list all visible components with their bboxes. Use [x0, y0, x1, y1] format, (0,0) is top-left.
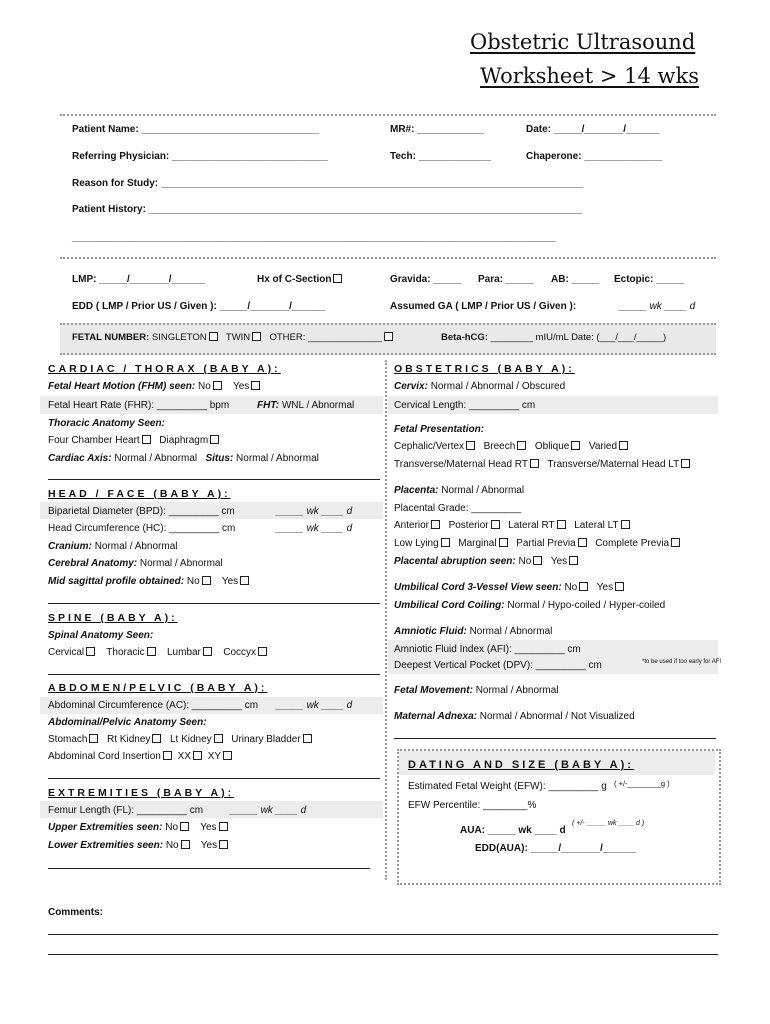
upper-yes-checkbox[interactable]	[219, 822, 228, 831]
upper-no-checkbox[interactable]	[180, 822, 189, 831]
cephalic-checkbox[interactable]	[466, 441, 475, 450]
fht-options[interactable]: WNL / Abnormal	[281, 400, 355, 411]
lateral-rt-checkbox[interactable]	[557, 520, 566, 529]
head-heading: HEAD / FACE (BABY A):	[48, 488, 231, 500]
movement-row	[394, 685, 559, 696]
lower-label: Lower Extremities seen:	[48, 840, 164, 851]
situs-label: Situs:	[205, 453, 234, 464]
rt-kidney-label: Rt Kidney	[107, 734, 151, 745]
thoracic-label: Thoracic Anatomy Seen:	[48, 418, 165, 429]
edd-field[interactable]: EDD ( LMP / Prior US / Given ): _____/_______/______	[72, 301, 326, 312]
four-chamber-checkbox[interactable]	[142, 435, 151, 444]
gravida-field[interactable]: Gravida: _____	[390, 274, 462, 285]
cord-vessel-row	[394, 582, 627, 593]
chaperone-field[interactable]: Chaperone: ______________	[526, 151, 663, 162]
transverse-rt-label: Transverse/Maternal Head RT	[394, 459, 528, 470]
fl-field[interactable]: Femur Length (FL): _________ cm	[48, 805, 204, 816]
axis-label: Cardiac Axis:	[48, 453, 112, 464]
aua-range-field[interactable]: ( +/- _____ wk ____ d )	[572, 820, 645, 827]
title-line1: Obstetric Ultrasound	[470, 30, 696, 54]
twin-checkbox[interactable]	[252, 332, 261, 341]
cervix-options[interactable]: Normal / Abnormal / Obscured	[430, 381, 566, 392]
lateral-lt-checkbox[interactable]	[621, 520, 630, 529]
comments-line-2[interactable]	[48, 954, 718, 955]
efw-field[interactable]: Estimated Fetal Weight (EFW): _________ g	[408, 781, 607, 792]
dvp-field[interactable]: Deepest Vertical Pocket (DPV): _________ cm	[394, 660, 602, 671]
hx-csection-label: Hx of C-Section	[257, 274, 332, 285]
abruption-label: Placental abruption seen:	[394, 556, 516, 567]
cord-vessel-yes-checkbox[interactable]	[615, 582, 624, 591]
lt-kidney-label: Lt Kidney	[169, 734, 212, 745]
thoracic-checkbox[interactable]	[147, 647, 156, 656]
low-lying-checkbox[interactable]	[441, 538, 450, 547]
hc-wk-field[interactable]: _____ wk ____ d	[276, 523, 353, 534]
history-line2[interactable]: _______________________________________________________________________________________	[72, 232, 556, 243]
ac-wk-field[interactable]: _____ wk ____ d	[276, 700, 353, 711]
fhm-no-checkbox[interactable]	[213, 381, 222, 390]
bpd-wk-field[interactable]: _____ wk ____ d	[276, 506, 353, 517]
placental-grade-field[interactable]: Placental Grade: _________	[394, 503, 522, 514]
other-field[interactable]: OTHER: ______________	[269, 332, 382, 343]
cerebral-options[interactable]: Normal / Abnormal	[139, 558, 223, 569]
lumbar-checkbox[interactable]	[203, 647, 212, 656]
midsagittal-yes: Yes	[221, 576, 239, 587]
anterior-checkbox[interactable]	[431, 520, 440, 529]
midsagittal-label: Mid sagittal profile obtained:	[48, 576, 185, 587]
ab-field[interactable]: AB: _____	[551, 274, 600, 285]
cord-coiling-row	[394, 600, 665, 611]
cerebral-label: Cerebral Anatomy:	[48, 558, 138, 569]
adnexa-options[interactable]: Normal / Abnormal / Not Visualized	[479, 711, 635, 722]
patient-name-field[interactable]: Patient Name: ________________________________	[72, 124, 320, 135]
axis-row	[48, 453, 319, 464]
presentation-row1	[394, 441, 631, 452]
presentation-label: Fetal Presentation:	[394, 424, 485, 435]
thoracic-row	[48, 435, 222, 446]
partial-previa-checkbox[interactable]	[578, 538, 587, 547]
midsagittal-row	[48, 576, 252, 587]
para-field[interactable]: Para: _____	[478, 274, 534, 285]
comments-label: Comments:	[48, 907, 104, 918]
reason-field[interactable]: Reason for Study: ____________________________________________________________________________	[72, 178, 584, 189]
cephalic-label: Cephalic/Vertex	[394, 441, 465, 452]
ac-field[interactable]: Abdominal Circumference (AC): _________ cm	[48, 700, 259, 711]
placenta-options[interactable]: Normal / Abnormal	[441, 485, 525, 496]
dating-size-heading: DATING AND SIZE (BABY A):	[408, 759, 634, 771]
cervix-row	[394, 381, 565, 392]
abruption-no-checkbox[interactable]	[533, 556, 542, 565]
low-lying-label: Low Lying	[394, 538, 439, 549]
hx-csection	[257, 274, 345, 285]
movement-label: Fetal Movement:	[394, 685, 473, 696]
oblique-checkbox[interactable]	[571, 441, 580, 450]
fht-row	[257, 400, 354, 411]
cervix-label: Cervix:	[394, 381, 428, 392]
placenta-location-row	[394, 520, 633, 531]
abdomen-row2	[48, 751, 235, 762]
tech-field[interactable]: Tech: _____________	[390, 151, 492, 162]
betahcg-row	[441, 332, 666, 343]
amniotic-label: Amniotic Fluid:	[394, 626, 467, 637]
lateral-rt-label: Lateral RT	[508, 520, 555, 531]
transverse-lt-label: Transverse/Maternal Head LT	[547, 459, 680, 470]
betahcg-field[interactable]: ________ mIU/mL Date: (___/___/_____)	[490, 332, 667, 343]
cervical-label: Cervical	[48, 647, 85, 658]
bladder-label: Urinary Bladder	[231, 734, 301, 745]
referring-physician-field[interactable]: Referring Physician: ____________________________	[72, 151, 328, 162]
lower-no-checkbox[interactable]	[181, 840, 190, 849]
partial-previa-label: Partial Previa	[516, 538, 576, 549]
thoracic-spine-label: Thoracic	[106, 647, 145, 658]
xx-checkbox[interactable]	[193, 751, 202, 760]
midsagittal-no-checkbox[interactable]	[202, 576, 211, 585]
fhr-field[interactable]: Fetal Heart Rate (FHR): _________ bpm	[48, 400, 230, 411]
rt-kidney-checkbox[interactable]	[152, 734, 161, 743]
amniotic-row	[394, 626, 552, 637]
adnexa-label: Maternal Adnexa:	[394, 711, 477, 722]
upper-no: No	[165, 822, 179, 833]
cord-insertion-checkbox[interactable]	[163, 751, 172, 760]
spine-rule	[48, 674, 380, 675]
other-checkbox[interactable]	[384, 332, 393, 341]
twin-label: TWIN	[225, 332, 251, 343]
ectopic-field[interactable]: Ectopic: _____	[614, 274, 685, 285]
comments-line-1[interactable]	[48, 934, 718, 935]
breech-label: Breech	[483, 441, 516, 452]
efw-percentile-field[interactable]: EFW Percentile: ________%	[408, 800, 537, 811]
varied-label: Varied	[588, 441, 618, 452]
cardiac-heading: CARDIAC / THORAX (BABY A):	[48, 363, 281, 375]
efw-range-field[interactable]: ( +/-________g )	[614, 779, 670, 788]
fhm-no: No	[198, 381, 211, 392]
divider-mid	[60, 257, 716, 259]
presentation-row2	[394, 459, 693, 470]
cord-insertion-label: Abdominal Cord Insertion	[48, 751, 161, 762]
fhm-row	[48, 381, 263, 392]
coccyx-checkbox[interactable]	[258, 647, 267, 656]
oblique-label: Oblique	[534, 441, 570, 452]
four-chamber-label: Four Chamber Heart	[48, 435, 140, 446]
title-line2: Worksheet > 14 wks	[480, 64, 699, 88]
edd-aua-field[interactable]: EDD(AUA): _____/_______/______	[475, 843, 637, 854]
abruption-no: No	[518, 556, 532, 567]
cervical-length-field[interactable]: Cervical Length: _________ cm	[394, 400, 536, 411]
spine-row	[48, 647, 270, 658]
date-field[interactable]: Date: _____/_______/______	[526, 124, 660, 135]
lower-no: No	[165, 840, 179, 851]
fl-wk-field[interactable]: _____ wk ____ d	[230, 805, 307, 816]
placenta-label: Placenta:	[394, 485, 439, 496]
lt-kidney-checkbox[interactable]	[214, 734, 223, 743]
placenta-row	[394, 485, 524, 496]
singleton-checkbox[interactable]	[209, 332, 218, 341]
afi-field[interactable]: Amniotic Fluid Index (AFI): _________ cm	[394, 644, 581, 655]
lower-yes: Yes	[200, 840, 218, 851]
cervical-checkbox[interactable]	[86, 647, 95, 656]
history-field[interactable]: Patient History: ______________________________________________________________________________	[72, 204, 583, 215]
extremities-heading: EXTREMITIES (BABY A):	[48, 787, 235, 799]
fht-label: FHT:	[257, 400, 280, 411]
fhm-yes: Yes	[232, 381, 250, 392]
column-divider	[385, 360, 387, 880]
anterior-label: Anterior	[394, 520, 430, 531]
posterior-checkbox[interactable]	[491, 520, 500, 529]
extremities-rule	[48, 868, 370, 869]
cord-vessel-no-checkbox[interactable]	[579, 582, 588, 591]
hc-field[interactable]: Head Circumference (HC): _________ cm	[48, 523, 236, 534]
lower-yes-checkbox[interactable]	[219, 840, 228, 849]
xy-label: XY	[207, 751, 222, 762]
xx-label: XX	[177, 751, 191, 762]
upper-yes: Yes	[200, 822, 217, 833]
posterior-label: Posterior	[448, 520, 489, 531]
hx-csection-checkbox[interactable]	[333, 274, 342, 283]
dvp-note: *to be used if too early for AFI	[642, 659, 722, 665]
complete-previa-checkbox[interactable]	[671, 538, 680, 547]
marginal-label: Marginal	[458, 538, 497, 549]
cord-vessel-label: Umbilical Cord 3-Vessel View seen:	[394, 582, 562, 593]
upper-label: Upper Extremities seen:	[48, 822, 163, 833]
axis-options[interactable]: Normal / Abnormal	[114, 453, 198, 464]
movement-options[interactable]: Normal / Abnormal	[475, 685, 559, 696]
obstetrics-heading: OBSTETRICS (BABY A):	[394, 363, 575, 375]
transverse-rt-checkbox[interactable]	[530, 459, 539, 468]
abdomen-row1	[48, 734, 315, 745]
assumed-ga-value[interactable]: _____ wk ____ d	[619, 301, 696, 312]
fhm-yes-checkbox[interactable]	[251, 381, 260, 390]
amniotic-options[interactable]: Normal / Abnormal	[469, 626, 553, 637]
transverse-lt-checkbox[interactable]	[681, 459, 690, 468]
diaphragm-checkbox[interactable]	[210, 435, 219, 444]
abruption-yes: Yes	[550, 556, 568, 567]
fetal-number-row	[72, 332, 396, 343]
lumbar-label: Lumbar	[166, 647, 201, 658]
xy-checkbox[interactable]	[223, 751, 232, 760]
adnexa-row	[394, 711, 635, 722]
upper-row	[48, 822, 231, 833]
cord-coiling-options[interactable]: Normal / Hypo-coiled / Hyper-coiled	[507, 600, 666, 611]
fetal-number-label: FETAL NUMBER:	[72, 332, 150, 343]
cranium-options[interactable]: Normal / Abnormal	[94, 541, 178, 552]
cranium-label: Cranium:	[48, 541, 92, 552]
betahcg-label: Beta-hCG:	[441, 332, 488, 343]
cord-coiling-label: Umbilical Cord Coiling:	[394, 600, 505, 611]
singleton-label: SINGLETON	[151, 332, 207, 343]
cord-vessel-no: No	[564, 582, 578, 593]
previa-row	[394, 538, 683, 549]
spinal-anatomy-label: Spinal Anatomy Seen:	[48, 630, 154, 641]
marginal-checkbox[interactable]	[499, 538, 508, 547]
breech-checkbox[interactable]	[517, 441, 526, 450]
midsagittal-yes-checkbox[interactable]	[240, 576, 249, 585]
midsagittal-no: No	[186, 576, 200, 587]
abdomen-heading: ABDOMEN/PELVIC (BABY A):	[48, 682, 268, 694]
cardiac-rule	[48, 479, 380, 480]
complete-previa-label: Complete Previa	[595, 538, 670, 549]
stomach-label: Stomach	[48, 734, 88, 745]
cerebral-row	[48, 558, 223, 569]
lower-row	[48, 840, 231, 851]
obstetrics-rule	[394, 738, 716, 739]
stomach-checkbox[interactable]	[89, 734, 98, 743]
bladder-checkbox[interactable]	[303, 734, 312, 743]
lmp-field[interactable]: LMP: _____/_______/______	[72, 274, 205, 285]
bpd-field[interactable]: Biparietal Diameter (BPD): _________ cm	[48, 506, 235, 517]
abruption-yes-checkbox[interactable]	[569, 556, 578, 565]
abdomen-rule	[48, 778, 380, 779]
varied-checkbox[interactable]	[619, 441, 628, 450]
abdominal-anatomy-label: Abdominal/Pelvic Anatomy Seen:	[48, 717, 207, 728]
situs-options[interactable]: Normal / Abnormal	[236, 453, 319, 464]
assumed-ga-label: Assumed GA ( LMP / Prior US / Given ):	[390, 301, 577, 312]
lateral-lt-label: Lateral LT	[574, 520, 619, 531]
mr-field[interactable]: MR#: ____________	[390, 124, 484, 135]
spine-heading: SPINE (BABY A):	[48, 612, 178, 624]
fhm-label: Fetal Heart Motion (FHM) seen:	[48, 381, 196, 392]
diaphragm-label: Diaphragm	[159, 435, 209, 446]
cranium-row	[48, 541, 178, 552]
coccyx-label: Coccyx	[223, 647, 257, 658]
head-rule	[48, 603, 380, 604]
abruption-row	[394, 556, 581, 567]
aua-field[interactable]: AUA: _____ wk ____ d	[460, 825, 566, 836]
cord-vessel-yes: Yes	[596, 582, 614, 593]
divider-top	[60, 114, 716, 116]
